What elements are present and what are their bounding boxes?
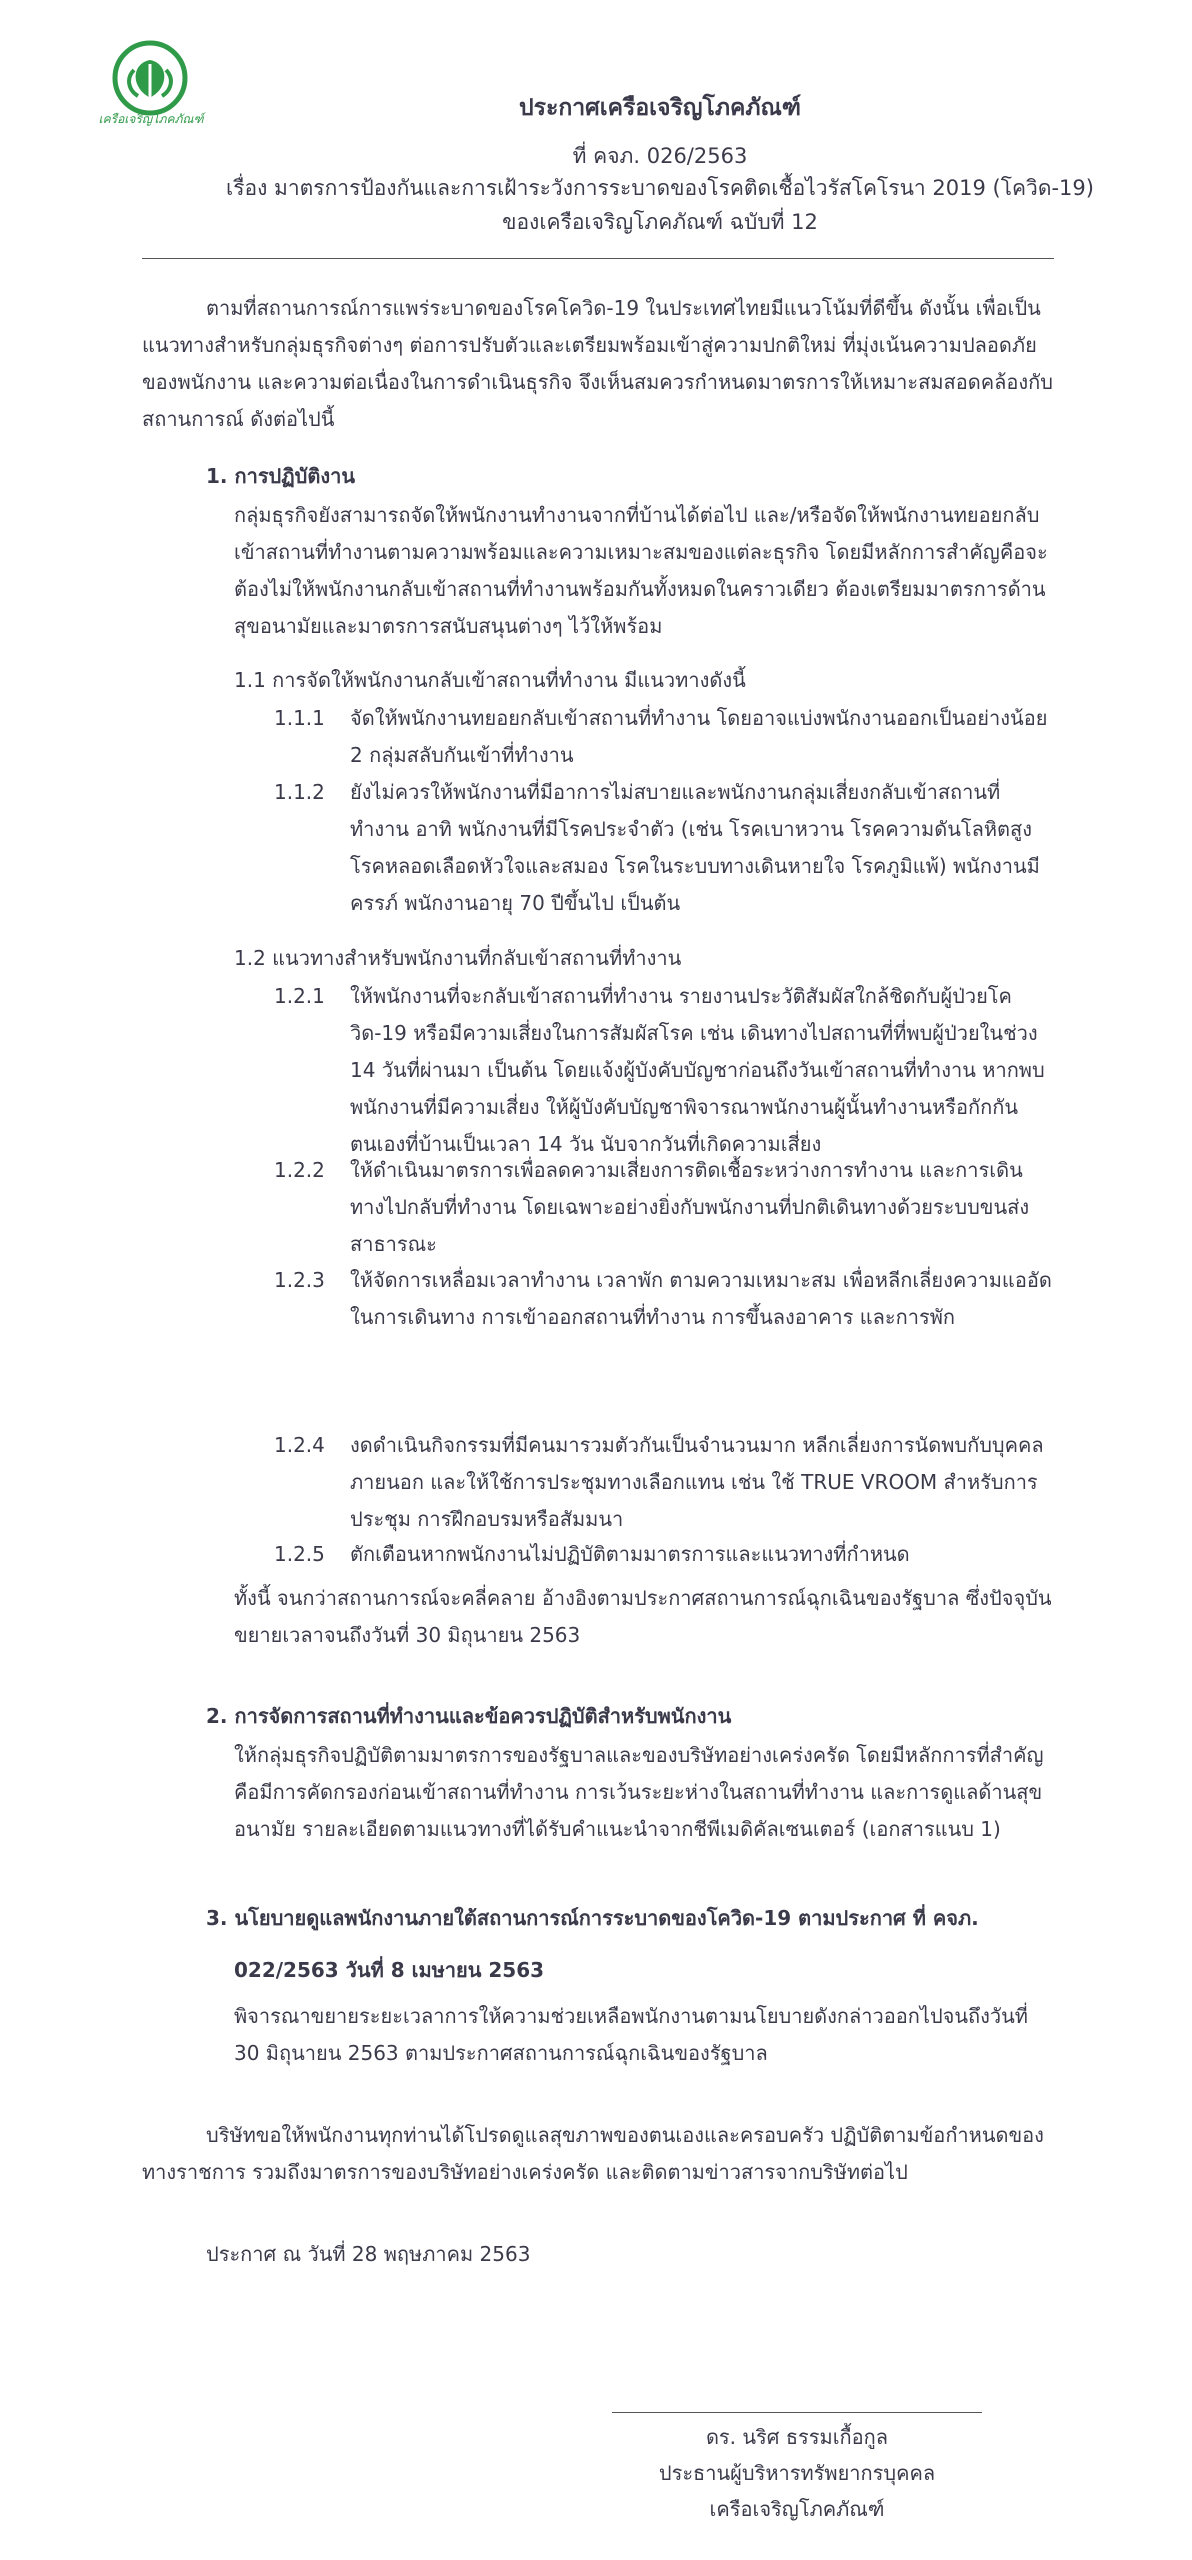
item-number: 1.2.5	[274, 1542, 325, 1566]
signatory-position: ประธานผู้บริหารทรัพยากรบุคคล	[658, 2461, 936, 2485]
item-number: 1.1.2	[274, 780, 325, 804]
section-2-heading: 2. การจัดการสถานที่ทำงานและข้อควรปฏิบัติสำหรับพนักงาน	[206, 1704, 732, 1728]
item-1-2-3: ให้จัดการเหลื่อมเวลาทำงาน เวลาพัก ตามความเหมาะสม เพื่อหลีกเลี่ยงความแออัดในการเดินทาง การเข้าออกสถานที่ทำงาน การขึ้นลงอาคาร และการพัก	[350, 1268, 1052, 1329]
item-number: 1.2.2	[274, 1158, 325, 1182]
item-1-2-1: ให้พนักงานที่จะกลับเข้าสถานที่ทำงาน รายงานประวัติสัมผัสใกล้ชิดกับผู้ป่วยโควิด-19 หรือมีความเสี่ยงในการสัมผัสโรค เช่น เดินทางไปสถานที่ที่พบผู้ป่วยในช่วง 14 วันที่ผ่านมา เป็นต้น โดยแจ้งผู้บังคับบัญชาก่อนถึงวันเข้าสถานที่ทำงาน หากพบพนักงานที่มีความเสี่ยง ให้ผู้บังคับบัญชาพิจารณาพนักงานผู้นั้นทำงานหรือกักกันตนเองที่บ้านเป็นเวลา 14 วัน นับจากวันที่เกิดความเสี่ยง	[350, 984, 1045, 1156]
document-title: ประกาศเครือเจริญโภคภัณฑ์	[519, 95, 801, 121]
announce-date: ประกาศ ณ วันที่ 28 พฤษภาคม 2563	[206, 2242, 531, 2266]
document-issue: ของเครือเจริญโภคภัณฑ์ ฉบับที่ 12	[502, 210, 818, 234]
item-number: 1.1.1	[274, 706, 325, 730]
item-1-1-1: จัดให้พนักงานทยอยกลับเข้าสถานที่ทำงาน โดยอาจแบ่งพนักงานออกเป็นอย่างน้อย 2 กลุ่มสลับกันเข้าที่ทำงาน	[350, 706, 1048, 767]
final-paragraph: บริษัทขอให้พนักงานทุกท่านได้โปรดดูแลสุขภาพของตนเองและครอบครัว ปฏิบัติตามข้อกำหนดของทางราชการ รวมถึงมาตรการของบริษัทอย่างเคร่งครัด และติดตามข่าวสารจากบริษัทต่อไป	[142, 2123, 1044, 2184]
logo-caption: เครือเจริญโภคภัณฑ์	[98, 112, 204, 126]
section-3-heading-cont: 022/2563 วันที่ 8 เมษายน 2563	[234, 1958, 545, 1982]
section-3-body: พิจารณาขยายระยะเวลาการให้ความช่วยเหลือพนักงานตามนโยบายดังกล่าวออกไปจนถึงวันที่ 30 มิถุนายน 2563 ตามประกาศสถานการณ์ฉุกเฉินของรัฐบาล	[234, 2004, 1028, 2065]
intro-paragraph: ตามที่สถานการณ์การแพร่ระบาดของโรคโควิด-19 ในประเทศไทยมีแนวโน้มที่ดีขึ้น ดังนั้น เพื่อเป็นแนวทางสำหรับกลุ่มธุรกิจต่างๆ ต่อการปรับตัวและเตรียมพร้อมเข้าสู่ความปกติใหม่ ที่มุ่งเน้นความปลอดภัยของพนักงาน และความต่อเนื่องในการดำเนินธุรกิจ จึงเห็นสมควรกำหนดมาตรการให้เหมาะสมสอดคล้องกับสถานการณ์ ดังต่อไปนี้	[142, 296, 1053, 431]
section-3-heading: 3. นโยบายดูแลพนักงานภายใต้สถานการณ์การระบาดของโควิด-19 ตามประกาศ ที่ คจภ.	[206, 1906, 979, 1930]
item-number: 1.2.4	[274, 1433, 325, 1457]
item-1-1-2: ยังไม่ควรให้พนักงานที่มีอาการไม่สบายและพนักงานกลุ่มเสี่ยงกลับเข้าสถานที่ทำงาน อาทิ พนักงานที่มีโรคประจำตัว (เช่น โรคเบาหวาน โรคความดันโลหิตสูง โรคหลอดเลือดหัวใจและสมอง โรคในระบบทางเดินหายใจ โรคภูมิแพ้) พนักงานมีครรภ์ พนักงานอายุ 70 ปีขึ้นไป เป็นต้น	[350, 780, 1040, 915]
section-1-closing: ทั้งนี้ จนกว่าสถานการณ์จะคลี่คลาย อ้างอิงตามประกาศสถานการณ์ฉุกเฉินของรัฐบาล ซึ่งปัจจุบันขยายเวลาจนถึงวันที่ 30 มิถุนายน 2563	[234, 1586, 1052, 1647]
section-2-body: ให้กลุ่มธุรกิจปฏิบัติตามมาตรการของรัฐบาลและของบริษัทอย่างเคร่งครัด โดยมีหลักการที่สำคัญคือมีการคัดกรองก่อนเข้าสถานที่ทำงาน การเว้นระยะห่างในสถานที่ทำงาน และการดูแลด้านสุขอนามัย รายละเอียดตามแนวทางที่ได้รับคำแนะนำจากชีพีเมดิคัลเซนเตอร์ (เอกสารแนบ 1)	[234, 1743, 1044, 1841]
section-1-1-heading: 1.1 การจัดให้พนักงานกลับเข้าสถานที่ทำงาน มีแนวทางดังนี้	[234, 668, 746, 692]
item-1-2-2: ให้ดำเนินมาตรการเพื่อลดความเสี่ยงการติดเชื้อระหว่างการทำงาน และการเดินทางไปกลับที่ทำงาน โดยเฉพาะอย่างยิ่งกับพนักงานที่ปกติเดินทางด้วยระบบขนส่งสาธารณะ	[350, 1158, 1030, 1256]
signature-line	[612, 2412, 982, 2413]
signatory-org: เครือเจริญโภคภัณฑ์	[709, 2497, 885, 2521]
section-1-heading: 1. การปฏิบัติงาน	[206, 464, 356, 488]
document-number: ที่ คจภ. 026/2563	[572, 144, 748, 168]
item-number: 1.2.3	[274, 1268, 325, 1292]
item-1-2-5: ตักเตือนหากพนักงานไม่ปฏิบัติตามมาตรการและแนวทางที่กำหนด	[350, 1542, 910, 1566]
document-subject: เรื่อง มาตรการป้องกันและการเฝ้าระวังการระบาดของโรคติดเชื้อไวรัสโคโรนา 2019 (โควิด-19)	[226, 176, 1094, 200]
section-1-2-heading: 1.2 แนวทางสำหรับพนักงานที่กลับเข้าสถานที่ทำงาน	[234, 946, 682, 970]
item-1-2-4: งดดำเนินกิจกรรมที่มีคนมารวมตัวกันเป็นจำนวนมาก หลีกเลี่ยงการนัดพบกับบุคคลภายนอก และให้ใช้การประชุมทางเลือกแทน เช่น ใช้ TRUE VROOM สำหรับการประชุม การฝึกอบรมหรือสัมมนา	[350, 1433, 1044, 1531]
signatory-name: ดร. นริศ ธรรมเกื้อกูล	[705, 2425, 889, 2449]
header-divider	[142, 258, 1054, 259]
item-number: 1.2.1	[274, 984, 325, 1008]
section-1-body: กลุ่มธุรกิจยังสามารถจัดให้พนักงานทำงานจากที่บ้านได้ต่อไป และ/หรือจัดให้พนักงานทยอยกลับเข้าสถานที่ทำงานตามความพร้อมและความเหมาะสมของแต่ละธุรกิจ โดยมีหลักการสำคัญคือจะต้องไม่ให้พนักงานกลับเข้าสถานที่ทำงานพร้อมกันทั้งหมดในคราวเดียว ต้องเตรียมมาตรการด้านสุขอนามัยและมาตรการสนับสนุนต่างๆ ไว้ให้พร้อม	[234, 503, 1048, 638]
